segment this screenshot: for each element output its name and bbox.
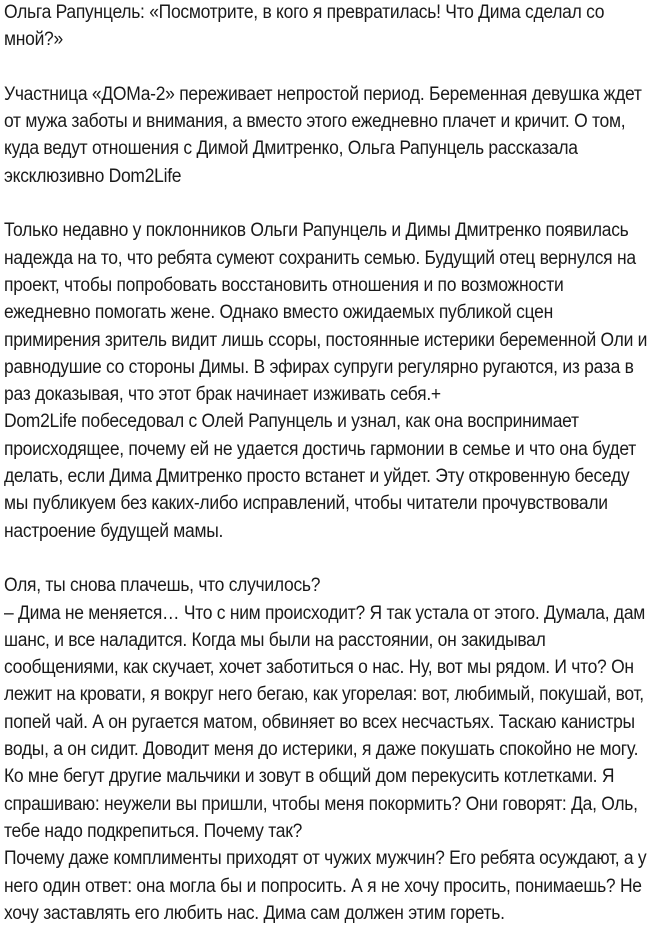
- lead-line: эксклюзивно Dom2Life: [4, 165, 182, 187]
- interview-line: спрашиваю: неужели вы пришли, чтобы меня покормить? Они говорят: Да, Оль,: [4, 793, 638, 815]
- intro-line: Только недавно у поклонников Ольги Рапунцель и Димы Дмитренко появилась: [4, 220, 629, 242]
- interview-line: шанс, и все наладится. Когда мы были на расстоянии, он закидывал: [4, 629, 546, 651]
- intro-line: мы публикуем без каких-либо исправлений, чтобы читатели прочувствовали: [4, 493, 608, 515]
- interview-line: Почему даже комплименты приходят от чужих мужчин? Его ребята осуждают, а у: [4, 848, 647, 870]
- intro-line: примирения зритель видит лишь ссоры, постоянные истерики беременной Оли и: [4, 329, 648, 351]
- intro-line: равнодушие со стороны Димы. В эфирах супруги регулярно ругаются, из раза в: [4, 356, 634, 378]
- lead-line: куда ведут отношения с Димой Дмитренко, Ольга Рапунцель рассказала: [4, 138, 578, 160]
- paragraph-gap: [4, 54, 648, 81]
- article-lead: [4, 81, 648, 190]
- interview-line: хочу заставлять его любить нас. Дима сам должен этим гореть.: [4, 902, 505, 924]
- intro-line: настроение будущей мамы.: [4, 520, 224, 542]
- interview-line: попей чай. А он ругается матом, обвиняет во всех несчастьях. Таскаю канистры: [4, 711, 635, 733]
- intro-line: Dom2Life побеседовал с Олей Рапунцель и узнал, как она воспринимает: [4, 411, 579, 433]
- title-line: Ольга Рапунцель: «Посмотрите, в кого я превратилась! Что Дима сделал со: [4, 2, 605, 23]
- intro-line: ежедневно помогать жене. Однако вместо ожидаемых публикой сцен: [4, 302, 553, 324]
- interview-question: Оля, ты снова плачешь, что случилось?: [4, 575, 321, 597]
- title-line: мной?»: [4, 29, 63, 51]
- article-interview: [4, 572, 648, 927]
- intro-line: раз доказывая, что этот брак начинает изживать себя.+: [4, 384, 441, 406]
- article: [4, 0, 648, 927]
- interview-line: сообщениями, как скучает, хочет заботиться о нас. Ну, вот мы рядом. И что? Он: [4, 657, 634, 679]
- interview-line: лежит на кровати, я вокруг него бегаю, как угорелая: вот, любимый, покушай, вот,: [4, 684, 644, 706]
- paragraph-gap: [4, 190, 648, 217]
- lead-line: от мужа заботы и внимания, а вместо этого ежедневно плачет и кричит. О том,: [4, 111, 626, 133]
- interview-line: воды, а он сидит. Доводит меня до истерики, я даже покушать спокойно не могу.: [4, 739, 639, 761]
- interview-line: тебе надо подкрепиться. Почему так?: [4, 820, 303, 842]
- paragraph-gap: [4, 545, 648, 572]
- interview-line: – Дима не меняется… Что с ним происходит? Я так устала от этого. Думала, дам: [4, 602, 646, 624]
- article-intro: [4, 217, 648, 545]
- intro-line: проект, чтобы попробовать восстановить отношения и по возможности: [4, 274, 564, 296]
- intro-line: делать, если Дима Дмитренко просто встанет и уйдет. Эту откровенную беседу: [4, 466, 630, 488]
- intro-line: происходящее, почему ей не удается достичь гармонии в семье и что она будет: [4, 438, 636, 460]
- interview-line: Ко мне бегут другие мальчики и зовут в общий дом перекусить котлетками. Я: [4, 766, 615, 788]
- intro-line: надежда на то, что ребята сумеют сохранить семью. Будущий отец вернулся на: [4, 247, 636, 269]
- lead-line: Участница «ДОМа-2» переживает непростой период. Беременная девушка ждет: [4, 83, 642, 105]
- interview-line: него один ответ: она могла бы и попросить. А я не хочу просить, понимаешь? Не: [4, 875, 642, 897]
- article-title: [4, 0, 648, 54]
